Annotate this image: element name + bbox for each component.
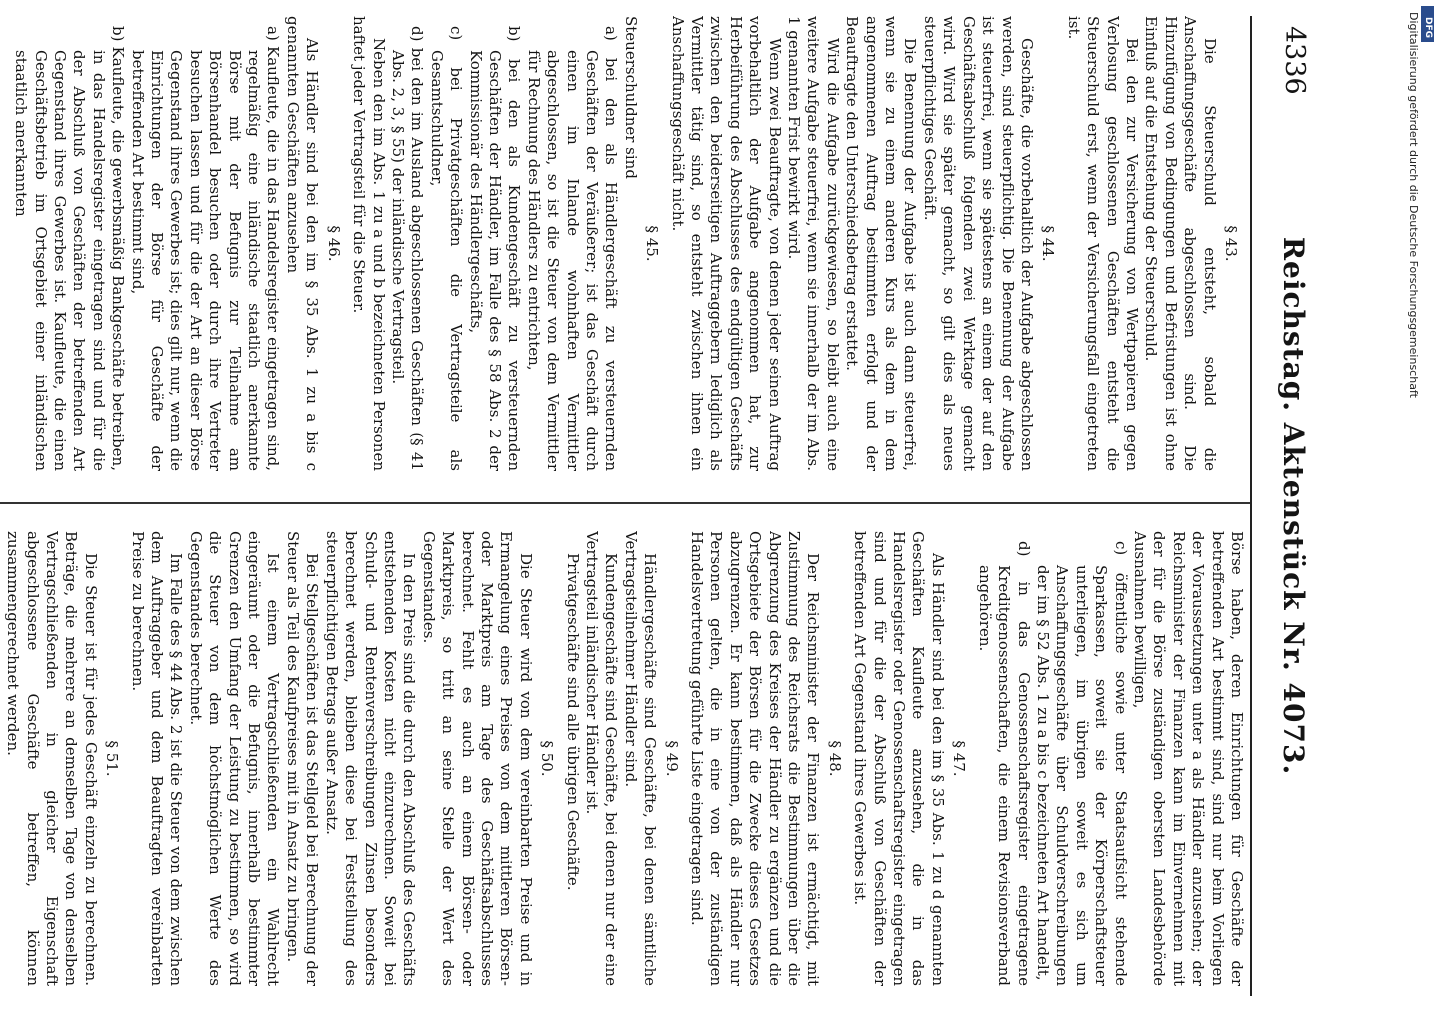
list-item: c) bei Privatgeschäften die Vertragsteile als Gesamtschuldner, — [427, 26, 466, 471]
paragraph: Die Steuer wird von dem vereinbarten Preise und in Ermangelung eines Preises von dem mittleren Börsen- oder Marktpreis am Tage des Geschäftsabschlusses berechnet. Fehlt es auch an einem Börsen- oder Marktpreis, so tritt an seine Stelle der Wert des Gegenstandes. — [419, 531, 535, 986]
digitization-credit — [1398, 0, 1428, 1000]
paragraph: Die Steuer ist für jedes Geschäft einzeln zu berechnen. Beträge, die mehrere an demselben Tage von denselben Vertragschließenden in gleicher Eigenschaft abgeschlossene Geschäfte betreffen, können zusammengerechnet werden. — [4, 531, 100, 986]
paragraph: Börse haben, deren Einrichtungen für Geschäfte der betreffenden Art bestimmt sind, sind nur beim Vorliegen der Voraussetzungen unter a als Händler anzusehen; der Reichsminister der Finanzen kann im Einvernehmen mit der für die Börse zuständigen obersten Landesbehörde Ausnahmen bewilligen, — [1130, 531, 1246, 986]
paragraph: Kundengeschäfte sind Geschäfte, bei denen nur der eine Vertragsteil inländischer Händler ist. — [583, 531, 621, 986]
paragraph: Als Händler sind bei den im § 35 Abs. 1 zu a bis c genannten Geschäften anzusehen — [283, 16, 322, 471]
paragraph: In den Preis sind die durch den Abschluß des Geschäfts entstehenden Kosten nicht einzurechnen. Soweit bei Schuld- und Rentenverschreibungen Zinsen besonders berechnet werden, bleiben diese bei Feststellung des steuerpflichtigen Betrags außer Ansatz. — [322, 531, 419, 986]
paragraph: Als Händler sind bei den im § 35 Abs. 1 zu d genannten Geschäften Kaufleute anzusehen, die in das Handelsregister oder Genossenschaftsregister eingetragen sind und für die der Abschluß von Geschäften der betreffenden Art Gegenstand ihres Gewerbes ist. — [851, 531, 947, 986]
paragraph: Wenn zwei Beauftragte, von denen jeder seinen Auftrag vorbehaltlich der Aufgabe angenommen hat, zur Herbeiführung des Abschlusses des endgültigen Geschäfts zwischen den beiderseitigen Auftraggebern lediglich als Vermittler tätig sind, so entsteht zwischen ihnen ein Anschaffungsgeschäft nicht. — [668, 16, 784, 471]
page-number: 4336 — [1279, 26, 1310, 95]
section-heading: § 44. — [1039, 225, 1058, 262]
section-heading: § 43. — [1222, 225, 1240, 262]
paragraph: Ist einem Vertragschließenden ein Wahlrecht eingeräumt oder die Befugnis, innerhalb bestimmter Grenzen den Umfang der Leistung zu bestimmen, so wird die Steuer von dem höchstmöglichen Werte des Gegenstandes berechnet. — [186, 531, 283, 986]
list-item: b) Kaufleute, die gewerbsmäßig Bankgeschäfte betreiben, in das Handelsregister eingetragen sind und für die der Abschluß von Geschäften der betreffenden Art Gegenstand ihres Gewerbes ist. Kaufleute, die einen Geschäftsbetrieb im Ortsgebiet einer inländischen staatlich anerkannten — [12, 26, 128, 471]
dfg-logo — [1421, 6, 1434, 42]
section-heading: § 47. — [950, 740, 969, 777]
paragraph: Der Reichsminister der Finanzen ist ermächtigt, mit Zustimmung des Reichsrats die Bestimmungen über die Abgrenzung des Kreises der Händler zu ergänzen und die Ortsgebiete der Börsen für die Zwecke dieses Gesetzes abzugrenzen. Er kann bestimmen, daß als Händler nur Personen gelten, die in eine von der zuständigen Handelsvertretung geführte Liste eingetragen sind. — [688, 531, 823, 986]
paragraph: Die Benennung der Aufgabe ist auch dann steuerfrei, wenn sie zu einem anderen Kurs als dem in dem angenommenen Auftrag bestimmten erfolgt und der Beauftragte den Unterschiedsbetrag erstattet. — [843, 16, 920, 471]
paragraph: Bei den zur Versicherung von Wertpapieren gegen Verlosung geschlossenen Geschäften entsteht die Steuerschuld erst, wenn der Versicherungsfall eingetreten ist. — [1064, 16, 1141, 471]
paragraph: Händlergeschäfte sind Geschäfte, bei denen sämtliche Vertragsteilnehmer Händler sind. — [621, 531, 660, 986]
list-item: a) Kaufleute, die in das Handelsregister eingetragen sind, regelmäßig eine inländische staatlich anerkannte Börse mit der Befugnis zur Teilnahme am Börsenhandel besuchen oder durch ihre Vertreter besuchen lassen und für die der Art an dieser Börse Gegenstand ihres Gewerbes ist; dies gilt nur, wenn die Einrichtungen der Börse für Geschäfte der betreffenden Art bestimmt sind, — [128, 26, 283, 471]
paragraph: Im Falle des § 44 Abs. 2 ist die Steuer von dem zwischen dem Auftraggeber und dem Beauftragten vereinbarten Preise zu berechnen. — [128, 531, 186, 986]
list-item: c) öffentliche sowie unter Staatsaufsicht stehende Sparkassen, soweit sie der Körperschaftsteuer unterliegen, im übrigen soweit es sich um Anschaffungsgeschäfte über Schuldverschreibungen der im § 52 Abs. 1 zu a bis c bezeichneten Art handelt, — [1033, 541, 1130, 986]
paragraph: Bei Stellgeschäften ist das Stellgeld bei Berechnung der Steuer als Teil des Kaufpreises mit in Ansatz zu bringen. — [283, 531, 322, 986]
document-page — [0, 16, 1330, 996]
list-item: d) in das Genossenschaftsregister eingetragene Kreditgenossenschaften, die einem Revisionsverband angehören. — [975, 541, 1033, 986]
section-heading: § 50. — [538, 740, 557, 777]
header-rule — [1250, 16, 1252, 996]
right-column — [0, 531, 1246, 986]
paragraph: Neben den im Abs. 1 zu a und b bezeichneten Personen haftet jeder Vertragsteil für die Steuer. — [350, 16, 388, 471]
paragraph: Wird die Aufgabe zurückgewiesen, so bleibt auch eine weitere Aufgabe steuerfrei, wenn sie innerhalb der im Abs. 1 genannten Frist bewirkt wird. — [785, 16, 842, 471]
paragraph: Geschäfte, die vorbehaltlich der Aufgabe abgeschlossen werden, sind steuerpflichtig. Die Benennung der Aufgabe ist steuerfrei, wenn sie spätestens an einem der auf den Geschäftsabschluß folgenden zwei Werktage gemacht wird. Wird sie später gemacht, so gilt dies als neues steuerpflichtiges Geschäft. — [920, 16, 1036, 471]
column-divider — [0, 502, 1250, 504]
paragraph: Privatgeschäfte sind alle übrigen Geschäfte. — [563, 553, 582, 891]
running-head — [1260, 16, 1310, 996]
paragraph: Steuerschuldner sind — [621, 16, 640, 179]
left-column — [0, 16, 1246, 471]
list-item: d) bei den im Ausland abgeschlossenen Geschäften (§ 41 Abs. 2, 3, § 55) der inländische Vertragsteil. — [388, 26, 427, 471]
credit-text: Digitalisierung gefördert durch die Deutsche Forschungsgemeinschaft — [1407, 12, 1420, 398]
list-item: a) bei den als Händlergeschäft zu versteuernden Geschäften der Veräußerer; ist das Geschäft durch einen im Inlande wohnhaften Vermittler abgeschlossen, so ist die Steuer von dem Vermittler für Rechnung des Händlers zu entrichten, — [524, 26, 621, 471]
document-title: Reichstag. Aktenstück Nr. 4073. — [1277, 236, 1310, 776]
list-item: b) bei den als Kundengeschäft zu versteuernden Geschäften der Händler, im Falle des § 58 Abs. 2 der Kommissionär des Händlergeschäfts, — [466, 26, 524, 471]
paragraph: Die Steuerschuld entsteht, sobald die Anschaffungsgeschäfte abgeschlossen sind. Die Hinzufügung von Bedingungen und Befristungen ist ohne Einfluß auf die Entstehung der Steuerschuld. — [1142, 16, 1219, 471]
section-heading: § 51. — [103, 740, 122, 777]
section-heading: § 45. — [643, 225, 662, 262]
section-heading: § 49. — [662, 740, 681, 777]
section-heading: § 46. — [324, 225, 343, 262]
dfg-logo-text: DFG — [1423, 17, 1433, 39]
section-heading: § 48. — [825, 740, 844, 777]
